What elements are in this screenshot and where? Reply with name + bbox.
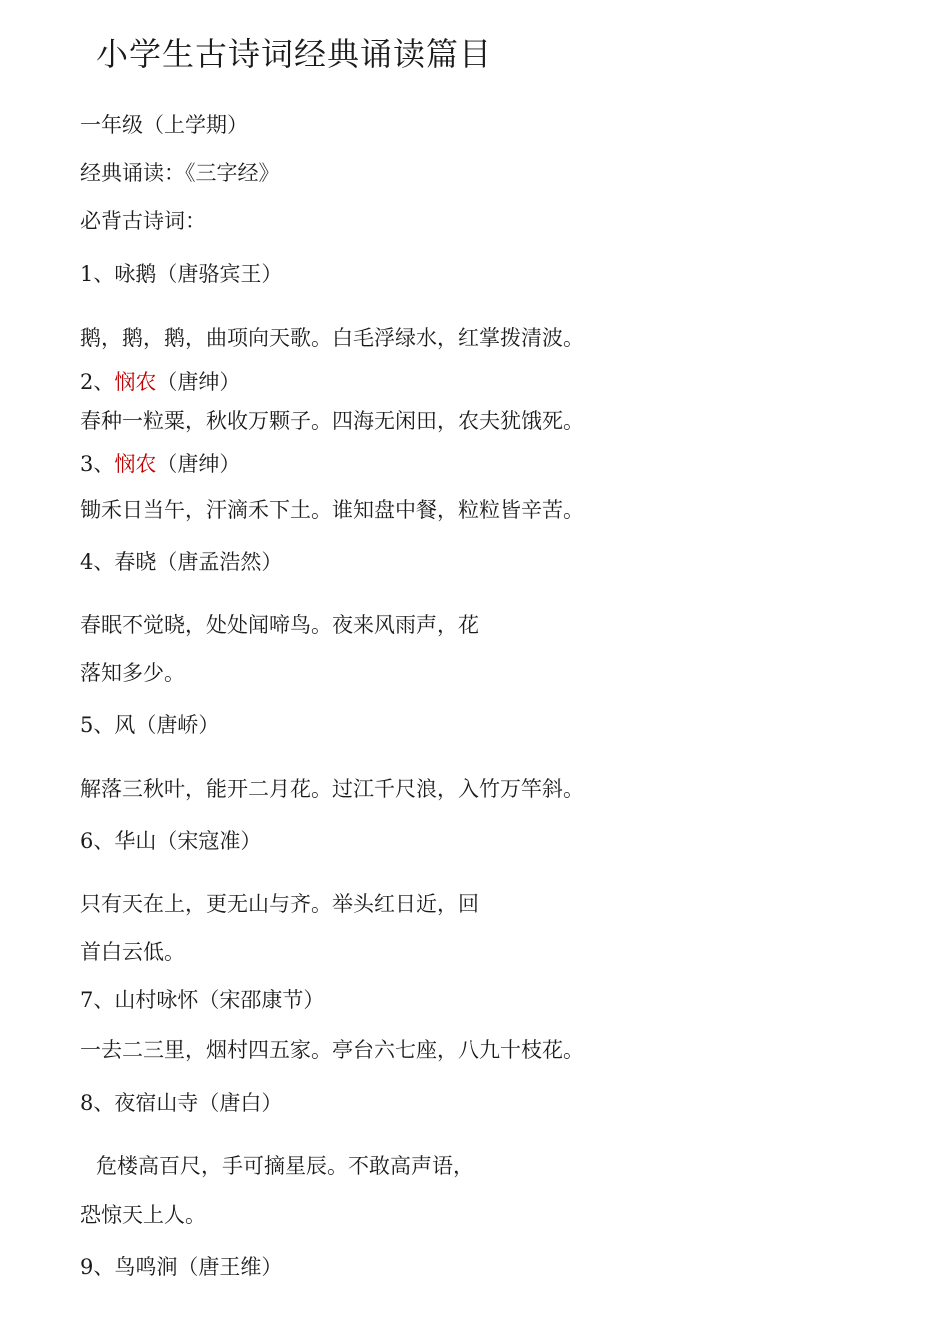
poem-author: （宋邵康节） (198, 988, 325, 1012)
poem-author: （唐峤） (135, 713, 220, 737)
poem-number: 9、 (80, 1255, 115, 1279)
page-title: 小学生古诗词经典诵读篇目 (96, 35, 493, 73)
poem-title: 春晓 (114, 550, 157, 574)
poem-number: 4、 (80, 550, 115, 574)
poem-title: 鸟鸣涧 (114, 1255, 178, 1279)
poem-heading (80, 260, 282, 288)
poem-text-line: 鹅，鹅，鹅，曲项向天歌。白毛浮绿水，红掌拨清波。 (80, 326, 584, 350)
poem-text-line: 落知多少。 (80, 661, 185, 685)
poem-text-line: 只有天在上，更无山与齐。举头红日近，回 (80, 892, 479, 916)
poem-number: 6、 (80, 829, 115, 853)
poem-number: 7、 (80, 988, 115, 1012)
poem-heading (80, 986, 324, 1014)
poem-heading (80, 711, 219, 739)
poem-title: 夜宿山寺 (114, 1091, 199, 1115)
poem-title: 悯农 (114, 370, 157, 394)
poem-heading (80, 1253, 282, 1281)
poem-number: 1、 (80, 262, 115, 286)
poem-text-line: 危楼高百尺，手可摘星辰。不敢高声语， (96, 1154, 474, 1178)
poem-title: 华山 (114, 829, 157, 853)
poem-text-line: 首白云低。 (80, 940, 185, 964)
poem-number: 8、 (80, 1091, 115, 1115)
poem-author: （唐孟浩然） (156, 550, 283, 574)
poem-heading (80, 450, 240, 478)
poem-heading (80, 548, 282, 576)
poem-text-line: 锄禾日当午，汗滴禾下土。谁知盘中餐，粒粒皆辛苦。 (80, 498, 584, 522)
poem-heading (80, 827, 261, 855)
poem-title: 风 (114, 713, 136, 737)
grade-heading: 一年级（上学期） (80, 113, 248, 137)
poem-author: （唐白） (198, 1091, 283, 1115)
poem-title: 悯农 (114, 452, 157, 476)
poem-author: （唐骆宾王） (156, 262, 283, 286)
poem-text-line: 春眠不觉晓，处处闻啼鸟。夜来风雨声，花 (80, 613, 479, 637)
poem-author: （唐绅） (156, 452, 241, 476)
poem-heading (80, 368, 240, 396)
poem-text-line: 恐惊天上人。 (80, 1203, 206, 1227)
poem-author: （唐绅） (156, 370, 241, 394)
must-recite-heading: 必背古诗词： (80, 209, 206, 233)
poem-heading (80, 1089, 282, 1117)
classic-reading: 经典诵读：《三字经》 (80, 161, 280, 185)
poem-title: 山村咏怀 (114, 988, 199, 1012)
poem-text-line: 解落三秋叶，能开二月花。过江千尺浪，入竹万竿斜。 (80, 777, 584, 801)
poem-text-line: 一去二三里，烟村四五家。亭台六七座，八九十枝花。 (80, 1038, 584, 1062)
poem-text-line: 春种一粒粟，秋收万颗子。四海无闲田，农夫犹饿死。 (80, 409, 584, 433)
poem-number: 3、 (80, 452, 115, 476)
poem-title: 咏鹅 (114, 262, 157, 286)
poem-number: 5、 (80, 713, 115, 737)
poem-number: 2、 (80, 370, 115, 394)
poem-author: （唐王维） (177, 1255, 283, 1279)
poem-author: （宋寇准） (156, 829, 262, 853)
